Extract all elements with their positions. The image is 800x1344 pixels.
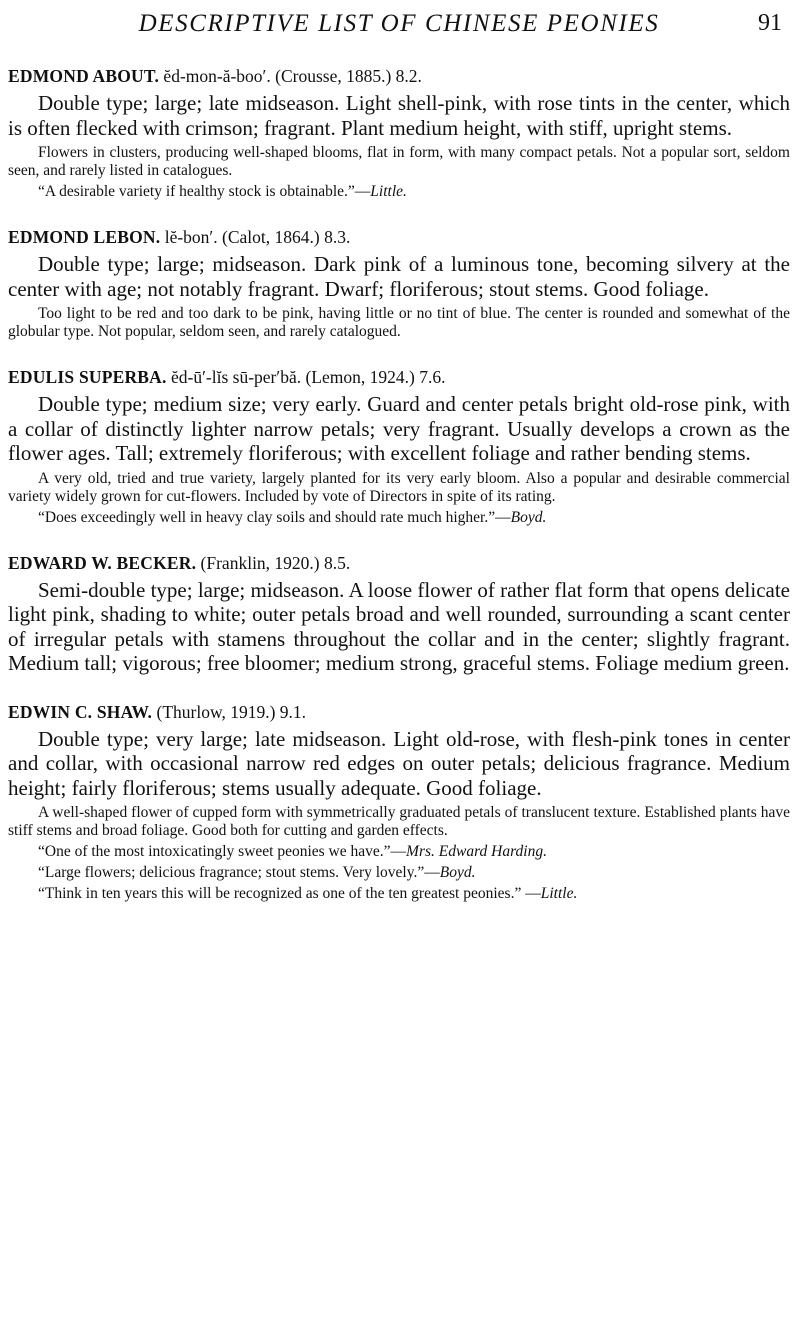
- entry-note: Too light to be red and too dark to be pink, having little or no tint of blue. The center is rounded and somewhat of the globular type. Not popular, seldom seen, and rarely catalogued.: [8, 305, 790, 340]
- variety-name: EDULIS SUPERBA.: [8, 367, 167, 387]
- entry-description: Double type; large; late midseason. Light shell-pink, with rose tints in the center, which is often flecked with crimson; fragrant. Plant medium height, with stiff, upright stems.: [8, 91, 790, 140]
- page-number: 91: [758, 10, 782, 36]
- entry-heading: [8, 365, 790, 389]
- variety-info: (Franklin, 1920.) 8.5.: [196, 552, 351, 573]
- entry-heading: [8, 64, 790, 88]
- entry-heading: [8, 700, 790, 724]
- entry-description: Double type; very large; late midseason. Light old-rose, with flesh-pink tones in center and collar, with occasional narrow red edges on outer petals; delicious fragrance. Medium height; fairly floriferous; stems usually adequate. Good foliage.: [8, 726, 790, 800]
- variety-info: lĕ-bon′. (Calot, 1864.) 8.3.: [160, 227, 351, 247]
- entry-quote: “Think in ten years this will be recognized as one of the ten greatest peonies.” —Little.: [38, 885, 578, 902]
- entry-edulis-superba: [8, 365, 790, 527]
- entry-note: A very old, tried and true variety, largely planted for its very early bloom. Also a popular and desirable commercial variety widely grown for cut-flowers. Included by vote of Directors in spite of its rating.: [8, 469, 790, 505]
- entry-edmond-lebon: [8, 225, 790, 341]
- entry-note: Flowers in clusters, producing well-shaped blooms, flat in form, with many compact petals. Not a popular sort, seldom seen, and rarely listed in catalogues.: [8, 144, 790, 179]
- entry-edward-w-becker: [8, 551, 790, 676]
- variety-name: EDMOND LEBON.: [8, 227, 161, 247]
- entry-description: Semi-double type; large; midseason. A loose flower of rather flat form that opens delicate light pink, shading to white; outer petals broad and well rounded, surrounding a scant center of irregular petals with stamens throughout the collar and in the center; slightly fragrant. Medium tall; vigorous; free bloomer; medium strong, graceful stems. Foliage medium green.: [8, 577, 790, 675]
- variety-name: EDWIN C. SHAW.: [8, 701, 153, 722]
- variety-info: ĕd-mon-ă-boo′. (Crousse, 1885.) 8.2.: [159, 66, 422, 86]
- entry-edwin-c-shaw: [8, 700, 790, 904]
- entry-quote: “Does exceedingly well in heavy clay soils and should rate much higher.”—Boyd.: [38, 508, 547, 526]
- entry-description: Double type; medium size; very early. Guard and center petals bright old-rose pink, with a collar of distinctly lighter narrow petals; very fragrant. Usually develops a crown as the flower ages. Tall; extremely floriferous; with excellent foliage and rather bending stems.: [8, 392, 790, 465]
- running-title: DESCRIPTIVE LIST OF CHINESE PEONIES: [138, 10, 660, 37]
- entry-quote: “One of the most intoxicatingly sweet peonies we have.”—Mrs. Edward Harding.: [38, 843, 547, 860]
- entry-quote: “A desirable variety if healthy stock is obtainable.”—Little.: [38, 183, 407, 200]
- variety-info: (Thurlow, 1919.) 9.1.: [152, 701, 307, 722]
- entry-heading: [8, 225, 790, 249]
- quote-attribution: Little.: [540, 885, 578, 902]
- page: [8, 10, 790, 903]
- quote-attribution: Boyd.: [510, 508, 547, 526]
- variety-info: ĕd-ū′-lĭs sū-per′bă. (Lemon, 1924.) 7.6.: [166, 367, 446, 387]
- quote-attribution: Boyd.: [439, 864, 476, 881]
- entry-note: A well-shaped flower of cupped form with symmetrically graduated petals of translucent texture. Established plants have stiff stems and broad foliage. Good both for cutting and garden effects.: [8, 804, 790, 839]
- entry-quote: “Large flowers; delicious fragrance; stout stems. Very lovely.”—Boyd.: [38, 864, 476, 881]
- running-head: [8, 10, 790, 40]
- entry-edmond-about: [8, 64, 790, 201]
- variety-name: EDMOND ABOUT.: [8, 66, 160, 86]
- entry-description: Double type; large; midseason. Dark pink of a luminous tone, becoming silvery at the center with age; not notably fragrant. Dwarf; floriferous; stout stems. Good foliage.: [8, 252, 790, 301]
- entry-heading: [8, 551, 790, 575]
- variety-name: EDWARD W. BECKER.: [8, 552, 197, 573]
- quote-attribution: Little.: [370, 183, 407, 200]
- quote-attribution: Mrs. Edward Harding.: [406, 843, 547, 860]
